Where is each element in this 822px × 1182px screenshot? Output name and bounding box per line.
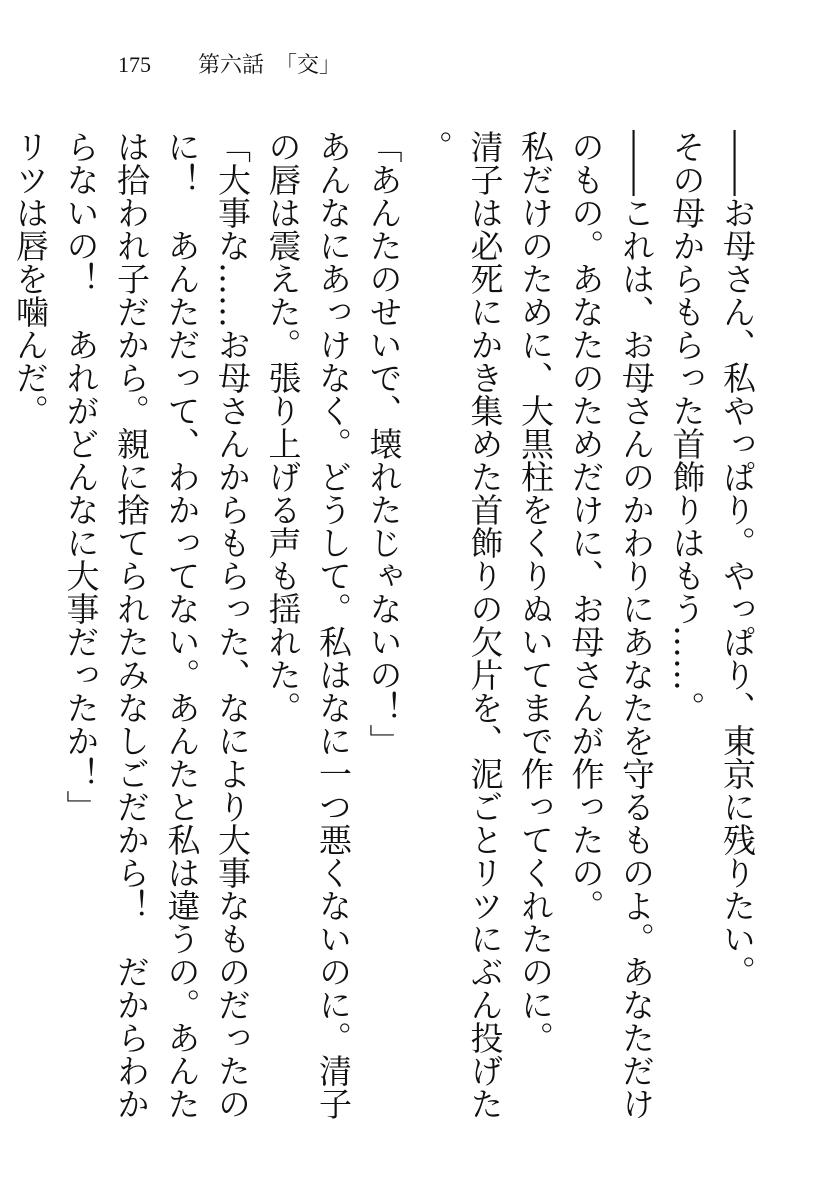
paragraph: 「大事な……お母さんからもらった、なにより大事なものだったのに！ あんただって、わかってない。あんたと私は違うの。あんたは拾われ子だから。親に捨てられたみなしごだから！ だからわからないの！ あれがどんなに大事だったか！」 <box>61 130 252 1120</box>
paragraph: あんなにあっけなく。どうして。私はなに一つ悪くないのに。清子の唇は震えた。張り上げる声も揺れた。 <box>263 130 353 1120</box>
running-header <box>118 50 341 81</box>
page-number: 175 <box>118 52 151 77</box>
vertical-body-text <box>11 130 762 1130</box>
paragraph: ――お母さん、私やっぱり。やっぱり、東京に残りたい。 <box>718 130 757 988</box>
chapter-title: 第六話 「交」 <box>198 53 342 78</box>
paragraph: ――これは、お母さんのかわりにあなたを守るものよ。あなただけのもの。あなたのためだけに、お母さんが作ったの。 <box>566 130 656 1120</box>
paragraph <box>0 130 5 1130</box>
paragraph: 「あんたのせいで、壊れたじゃないの！」 <box>364 130 404 757</box>
paragraph: 私だけのために、大黒柱をくりぬいてまで作ってくれたのに。 <box>516 130 555 1054</box>
paragraph: 清子は必死にかき集めた首飾りの欠片を、泥ごとリツにぶん投げた。 <box>415 130 505 1120</box>
paragraph: リツは唇を噛んだ。 <box>11 130 50 427</box>
paragraph: その母からもらった首飾りはもう……。 <box>667 130 707 724</box>
